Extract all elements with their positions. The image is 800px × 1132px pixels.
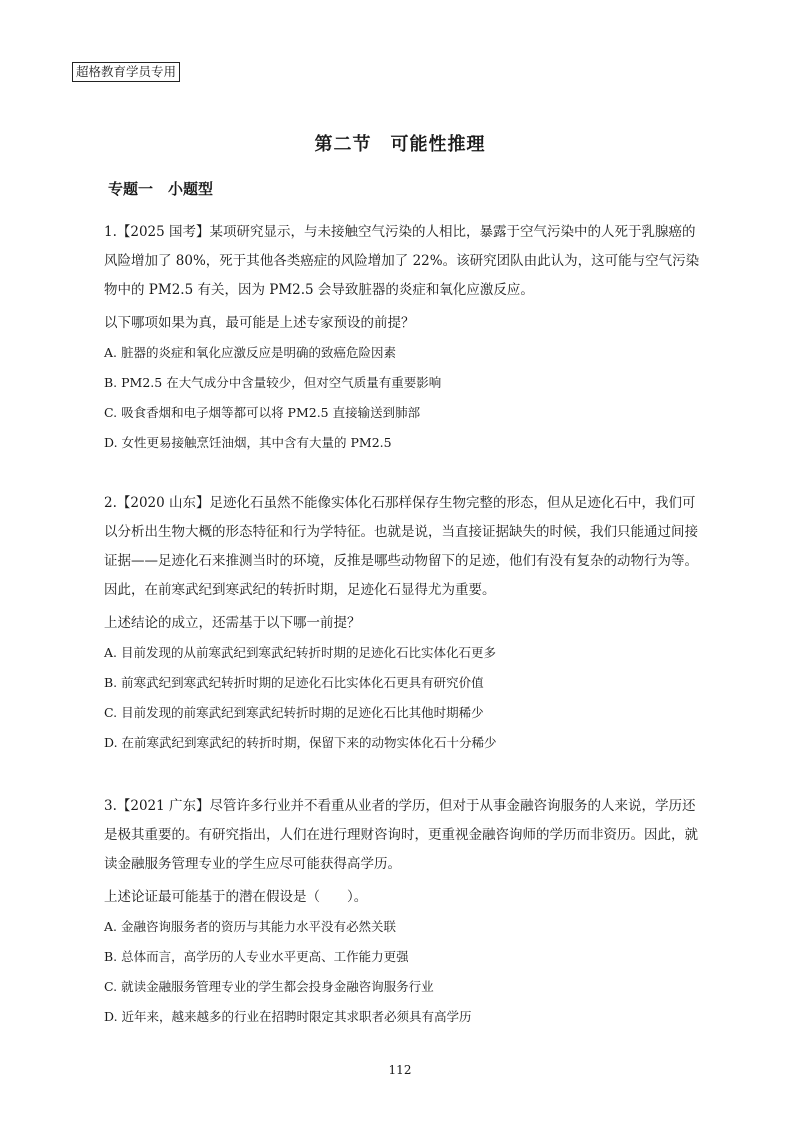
- option-b: B. PM2.5 在大气成分中含量较少，但对空气质量有重要影响: [104, 375, 442, 390]
- option-list: [104, 638, 704, 758]
- topic-title: 专题一 小题型: [108, 180, 214, 198]
- question-1: [104, 218, 704, 458]
- option-c: C. 就读金融服务管理专业的学生都会投身金融咨询服务行业: [104, 979, 434, 994]
- question-stem: 2.【2020 山东】足迹化石虽然不能像实体化石那样保存生物完整的形态，但从足迹化石中，我们可以分析出生物大概的形态特征和行为学特征。也就是说，当直接证据缺失的时候，我们只能通过间接证据——足迹化石来推测当时的环境，反推是哪些动物留下的足迹，他们有没有复杂的动物行为等。因此，在前寒武纪到寒武纪的转折时期，足迹化石显得尤为重要。: [104, 495, 698, 598]
- page-number: 112: [388, 1063, 412, 1077]
- question-stem: 3.【2021 广东】尽管许多行业并不看重从业者的学历，但对于从事金融咨询服务的人来说，学历还是极其重要的。有研究指出，人们在进行理财咨询时，更重视金融咨询师的学历而非资历。因此，就读金融服务管理专业的学生应尽可能获得高学历。: [104, 798, 698, 872]
- question-prompt: 上述结论的成立，还需基于以下哪一前提？: [104, 615, 361, 631]
- watermark-stamp: 超格教育学员专用: [72, 62, 180, 82]
- option-list: [104, 912, 704, 1032]
- section-title: 第二节 可能性推理: [314, 134, 486, 155]
- question-2: [104, 489, 704, 758]
- question-prompt: 以下哪项如果为真，最可能是上述专家预设的前提？: [104, 315, 415, 331]
- question-stem: 1.【2025 国考】某项研究显示，与未接触空气污染的人相比，暴露于空气污染中的人死于乳腺癌的风险增加了 80%，死于其他各类癌症的风险增加了 22%。该研究团队由此认为，这可能与空气污染物中的 PM2.5 有关，因为 PM2.5 会导致脏器的炎症和氧化应激反应。: [104, 224, 700, 298]
- question-3: [104, 792, 704, 1032]
- option-c: C. 吸食香烟和电子烟等都可以将 PM2.5 直接输送到肺部: [104, 405, 421, 420]
- option-c: C. 目前发现的前寒武纪到寒武纪转折时期的足迹化石比其他时期稀少: [104, 705, 484, 720]
- option-d: D. 在前寒武纪到寒武纪的转折时期，保留下来的动物实体化石十分稀少: [104, 735, 497, 750]
- option-a: A. 脏器的炎症和氧化应激反应是明确的致癌危险因素: [104, 345, 396, 360]
- option-list: [104, 338, 704, 458]
- option-b: B. 总体而言，高学历的人专业水平更高、工作能力更强: [104, 949, 409, 964]
- option-d: D. 近年来，越来越多的行业在招聘时限定其求职者必须具有高学历: [104, 1009, 472, 1024]
- question-prompt: 上述论证最可能基于的潜在假设是（ ）。: [104, 889, 368, 905]
- option-a: A. 金融咨询服务者的资历与其能力水平没有必然关联: [104, 919, 396, 934]
- option-a: A. 目前发现的从前寒武纪到寒武纪转折时期的足迹化石比实体化石更多: [104, 645, 496, 660]
- option-d: D. 女性更易接触烹饪油烟，其中含有大量的 PM2.5: [104, 435, 392, 450]
- option-b: B. 前寒武纪到寒武纪转折时期的足迹化石比实体化石更具有研究价值: [104, 675, 484, 690]
